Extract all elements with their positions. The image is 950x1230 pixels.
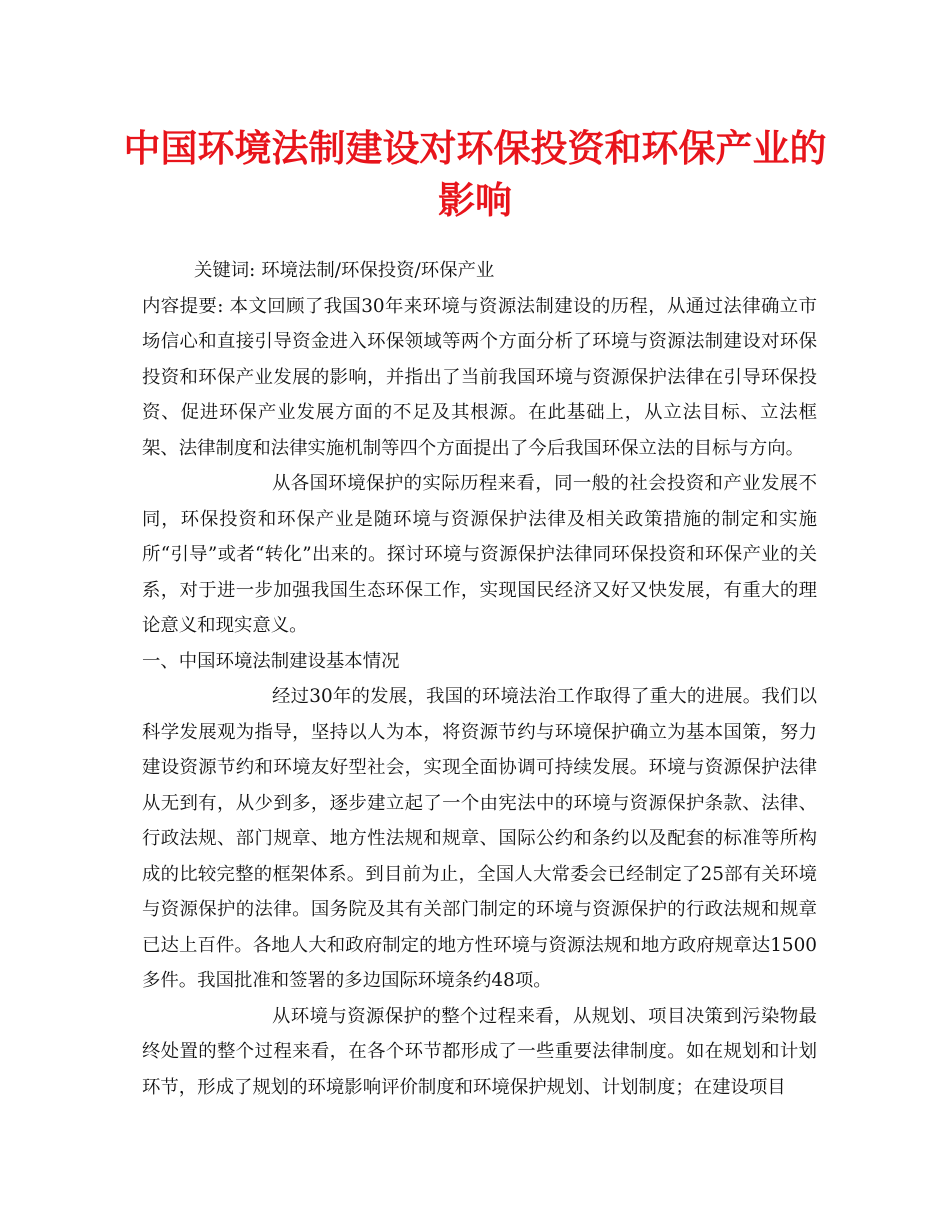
abstract-paragraph: 内容提要: 本文回顾了我国30年来环境与资源法制建设的历程，从通过法律确立市场信心和直接引导资金进入环保领域等两个方面分析了环境与资源法制建设对环保投资和环保产业发展的影响，并指出了当前我国环境与资源保护法律在引导环保投资、促进环保产业发展方面的不足及其根源。在此基础上，从立法目标、立法框架、法律制度和法律实施机制等四个方面提出了今后我国环保立法的目标与方向。 (142, 295, 817, 459)
section-paragraph-1: 经过30年的发展，我国的环境法治工作取得了重大的进展。我们以科学发展观为指导，坚持以人为本，将资源节约与环境保护确立为基本国策，努力建设资源节约和环境友好型社会，实现全面协调可持续发展。环境与资源保护法律从无到有，从少到多，逐步建立起了一个由宪法中的环境与资源保护条款、法律、行政法规、部门规章、地方性法规和规章、国际公约和条约以及配套的标准等所构成的比较完整的框架体系。到目前为止，全国人大常委会已经制定了25部有关环境与资源保护的法律。国务院及其有关部门制定的环境与资源保护的行政法规和规章已达上百件。各地人大和政府制定的地方性环境与资源法规和地方政府规章达1500多件。我国批准和签署的多边国际环境条约48项。 (142, 686, 817, 991)
keywords-line: 关键词: 环境法制/环保投资/环保产业 (194, 260, 495, 281)
document-body (142, 253, 817, 1105)
section-heading: 一、中国环境法制建设基本情况 (142, 650, 400, 672)
document-title: 中国环境法制建设对环保投资和环保产业的影响 (123, 126, 827, 222)
section-paragraph-2: 从环境与资源保护的整个过程来看，从规划、项目决策到污染物最终处置的整个过程来看，在各个环节都形成了一些重要法律制度。如在规划和计划环节，形成了规划的环境影响评价制度和环境保护规划、计划制度；在建设项目 (142, 1005, 817, 1098)
intro-paragraph: 从各国环境保护的实际历程来看，同一般的社会投资和产业发展不同，环保投资和环保产业是随环境与资源保护法律及相关政策措施的制定和实施所“引导”或者“转化”出来的。探讨环境与资源保护法律同环保投资和环保产业的关系，对于进一步加强我国生态环保工作，实现国民经济又好又快发展，有重大的理论意义和现实意义。 (142, 473, 817, 636)
